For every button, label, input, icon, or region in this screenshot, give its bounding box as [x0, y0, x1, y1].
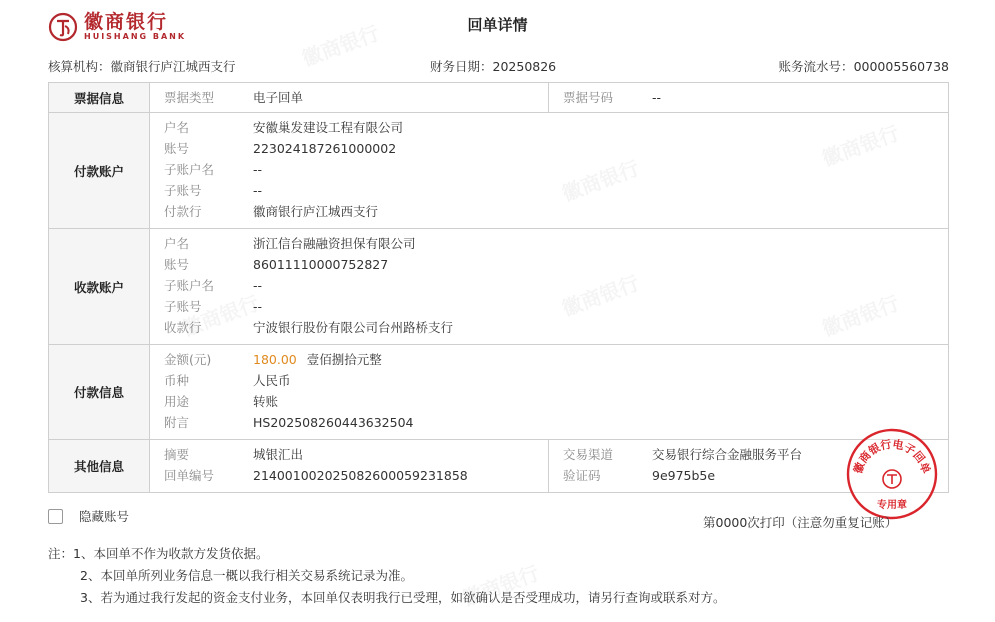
- purpose-label: 用途: [164, 394, 190, 409]
- payer-subaccount-value: --: [253, 183, 263, 198]
- section-payer-account: 付款账户: [49, 113, 150, 229]
- meta-row: [48, 57, 949, 75]
- receipt-no-value: --: [652, 90, 662, 105]
- receipt-table: [48, 82, 949, 493]
- payer-account-label: 账号: [164, 141, 190, 156]
- receipt-no-label: 票据号码: [563, 90, 614, 105]
- org-value: 徽商银行庐江城西支行: [110, 59, 236, 74]
- receipt-type-value: 电子回单: [253, 90, 304, 105]
- bank-seal-stamp: [845, 427, 939, 521]
- section-receipt-info: 票据信息: [49, 83, 150, 113]
- payer-bank-label: 付款行: [164, 204, 202, 219]
- notes-prefix: 注：: [48, 546, 74, 561]
- verify-code-value: 9e975b5e: [652, 468, 716, 483]
- hide-account-toggle[interactable]: [48, 507, 129, 525]
- section-payee-account: 收款账户: [49, 229, 150, 345]
- section-other-info: 其他信息: [49, 440, 150, 493]
- amount-label: 金额(元): [164, 352, 212, 367]
- note-3: 3、若为通过我行发起的资金支付业务，本回单仅表明我行已受理，如欲确认是否受理成功，请另行查询或联系对方。: [80, 590, 726, 605]
- payer-subaccount-label: 子账号: [164, 183, 202, 198]
- payee-account-label: 账号: [164, 257, 190, 272]
- payer-subname-label: 子账户名: [164, 162, 215, 177]
- purpose-value: 转账: [253, 394, 279, 409]
- page-title: 回单详情: [467, 16, 528, 34]
- bank-name: 徽商银行: [84, 11, 169, 33]
- section-payment-info: 付款信息: [49, 345, 150, 440]
- payer-name-value: 安徽巢发建设工程有限公司: [253, 120, 404, 135]
- date-value: 20250826: [492, 59, 557, 74]
- seal-top-text: 徽商银行电子回单: [851, 437, 933, 476]
- date-info: [430, 57, 556, 75]
- receipt-type-label: 票据类型: [164, 90, 215, 105]
- bank-name-en: HUISHANG BANK: [84, 32, 187, 41]
- serial-label: 账务流水号：: [778, 59, 854, 74]
- currency-label: 币种: [164, 373, 190, 388]
- org-info: [48, 57, 236, 75]
- verify-code-label: 验证码: [563, 468, 601, 483]
- payer-bank-value: 徽商银行庐江城西支行: [253, 204, 379, 219]
- currency-value: 人民币: [253, 373, 291, 388]
- receipt-number-value: 214001002025082600059231858: [253, 468, 468, 483]
- summary-label: 摘要: [164, 447, 190, 462]
- payee-bank-label: 收款行: [164, 320, 202, 335]
- payee-name-value: 浙江信台融融资担保有限公司: [253, 236, 416, 251]
- hide-account-label[interactable]: 隐藏账号: [79, 509, 130, 524]
- note-2: 2、本回单所列业务信息一概以我行相关交易系统记录为准。: [80, 568, 413, 583]
- payer-account-value: 223024187261000002: [253, 141, 397, 156]
- payee-subaccount-value: --: [253, 299, 263, 314]
- notes: [48, 543, 725, 609]
- memo-value: HS202508260443632504: [253, 415, 414, 430]
- payee-name-label: 户名: [164, 236, 190, 251]
- serial-value: 000005560738: [853, 59, 949, 74]
- amount-words: 壹佰捌拾元整: [306, 352, 382, 367]
- memo-label: 附言: [164, 415, 190, 430]
- seal-bottom-text: 专用章: [877, 500, 907, 511]
- payee-subname-value: --: [253, 278, 263, 293]
- serial-info: [779, 57, 949, 75]
- channel-label: 交易渠道: [563, 447, 614, 462]
- note-1: 1、本回单不作为收款方发货依据。: [73, 546, 269, 561]
- payee-account-value: 86011110000752827: [253, 257, 389, 272]
- print-count: 第0000次打印（注意勿重复记账）: [703, 515, 898, 530]
- receipt-number-label: 回单编号: [164, 468, 215, 483]
- summary-value: 城银汇出: [253, 447, 304, 462]
- date-label: 财务日期：: [430, 59, 493, 74]
- payer-subname-value: --: [253, 162, 263, 177]
- hide-account-checkbox[interactable]: [48, 509, 63, 524]
- org-label: 核算机构：: [48, 59, 111, 74]
- amount-value: 180.00: [253, 352, 297, 367]
- payee-subaccount-label: 子账号: [164, 299, 202, 314]
- payee-subname-label: 子账户名: [164, 278, 215, 293]
- payer-name-label: 户名: [164, 120, 190, 135]
- payee-bank-value: 宁波银行股份有限公司台州路桥支行: [253, 320, 454, 335]
- channel-value: 交易银行综合金融服务平台: [652, 447, 803, 462]
